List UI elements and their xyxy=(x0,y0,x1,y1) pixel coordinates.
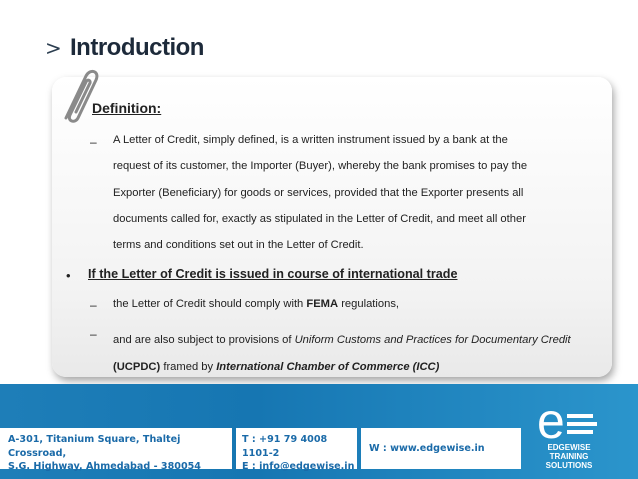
definition-line: request of its customer, the Importer (Buyer), whereby the bank promises to pay the xyxy=(113,160,528,173)
slide-title: Introduction xyxy=(70,34,204,61)
icc-bold-italic: International Chamber of Commerce (ICC) xyxy=(216,360,440,373)
footer-contact xyxy=(236,428,357,472)
dash-marker: – xyxy=(90,298,97,312)
phone-text: T : +91 79 4008 1101-2 xyxy=(242,434,328,459)
svg-text:e: e xyxy=(537,394,565,449)
ucpdc-text: and are also subject to provisions of xyxy=(113,334,295,346)
definition-heading: Definition: xyxy=(92,100,162,116)
definition-line: documents called for, exactly as stipulated in the Letter of Credit, and meet all other xyxy=(113,212,526,225)
logo-text: SOLUTIONS xyxy=(545,461,593,470)
paperclip-icon xyxy=(56,66,102,128)
logo-text: TRAINING xyxy=(549,452,589,461)
slide-header xyxy=(0,0,638,72)
website-text: W : www.edgewise.in xyxy=(369,443,485,454)
ucpdc-italic: Uniform Customs and Practices for Documentary Credit xyxy=(294,334,571,346)
fema-line xyxy=(113,298,399,310)
definition-paragraph xyxy=(113,127,601,258)
definition-line: Exporter (Beneficiary) for goods or services, provided that the Exporter presents all xyxy=(113,186,524,199)
chevron-right-icon: > xyxy=(45,36,62,60)
address-line: A-301, Titanium Square, Thaltej Crossroad, xyxy=(8,434,181,459)
footer-address xyxy=(0,428,232,472)
edgewise-logo-icon xyxy=(531,394,607,472)
dash-marker: – xyxy=(90,135,97,149)
ucpdc-mid: framed by xyxy=(160,360,217,373)
bullet-heading: If the Letter of Credit is issued in course of international trade xyxy=(88,267,458,281)
bullet-marker: • xyxy=(66,268,71,283)
definition-line: A Letter of Credit, simply defined, is a written instrument issued by a bank at the xyxy=(113,134,508,146)
fema-bold: FEMA xyxy=(306,298,339,310)
logo-text: EDGEWISE xyxy=(547,443,591,452)
fema-text-end: regulations, xyxy=(338,298,400,310)
fema-text: the Letter of Credit should comply with xyxy=(113,298,307,310)
ucpdc-paragraph xyxy=(113,327,601,380)
email-text: E : info@edgewise.in xyxy=(242,461,355,472)
dash-marker: – xyxy=(90,327,97,341)
ucpdc-bold: (UCPDC) xyxy=(113,360,161,373)
address-line: S.G. Highway, Ahmedabad - 380054 xyxy=(8,461,201,472)
definition-line: terms and conditions set out in the Letter of Credit. xyxy=(113,239,364,252)
footer-website xyxy=(361,428,521,469)
